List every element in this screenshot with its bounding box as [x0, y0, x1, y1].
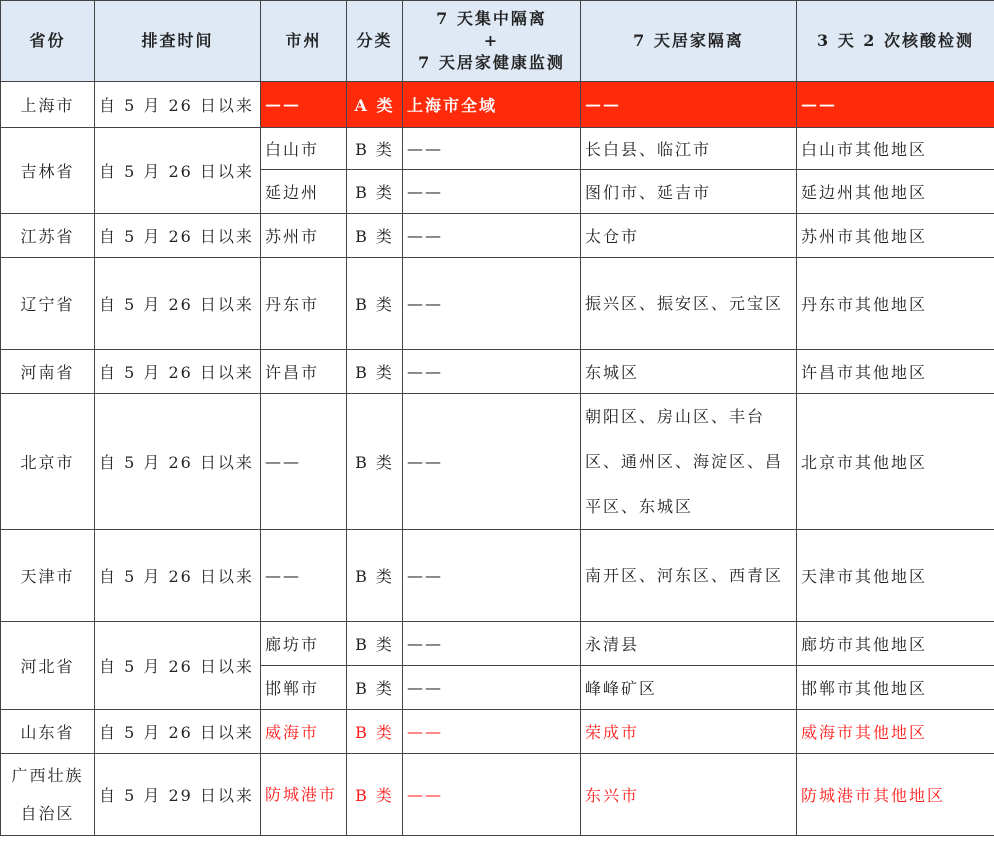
cell-nucleic-test: 白山市其他地区 — [797, 128, 994, 170]
cell-time: 自 5 月 26 日以来 — [95, 530, 261, 622]
cell-category: B 类 — [347, 258, 403, 350]
cell-category: B 类 — [347, 350, 403, 394]
header-central-quarantine-line1: 7 天集中隔离 — [436, 9, 547, 28]
table-row — [1, 394, 994, 530]
cell-category: A 类 — [347, 82, 403, 128]
cell-province: 河南省 — [1, 350, 95, 394]
cell-city: 邯郸市 — [261, 666, 347, 710]
cell-province: 江苏省 — [1, 214, 95, 258]
cell-time: 自 5 月 26 日以来 — [95, 710, 261, 754]
cell-central-quarantine: —— — [403, 214, 581, 258]
cell-nucleic-test: 苏州市其他地区 — [797, 214, 994, 258]
cell-home-quarantine: 东兴市 — [581, 754, 797, 836]
header-province: 省份 — [1, 1, 95, 82]
cell-time: 自 5 月 26 日以来 — [95, 128, 261, 214]
header-central-quarantine — [403, 1, 581, 82]
cell-category: B 类 — [347, 666, 403, 710]
table-row — [1, 530, 994, 622]
cell-city: —— — [261, 530, 347, 622]
cell-central-quarantine: 上海市全域 — [403, 82, 581, 128]
cell-province: 山东省 — [1, 710, 95, 754]
cell-city: —— — [261, 394, 347, 530]
cell-central-quarantine: —— — [403, 258, 581, 350]
cell-category: B 类 — [347, 170, 403, 214]
cell-time: 自 5 月 26 日以来 — [95, 394, 261, 530]
table-row — [1, 754, 994, 836]
cell-city: 延边州 — [261, 170, 347, 214]
cell-home-quarantine: 荣成市 — [581, 710, 797, 754]
cell-home-quarantine: 图们市、延吉市 — [581, 170, 797, 214]
cell-province: 河北省 — [1, 622, 95, 710]
cell-nucleic-test: 延边州其他地区 — [797, 170, 994, 214]
cell-province: 广西壮族自治区 — [1, 754, 95, 836]
cell-nucleic-test: —— — [797, 82, 994, 128]
cell-central-quarantine: —— — [403, 710, 581, 754]
cell-nucleic-test: 丹东市其他地区 — [797, 258, 994, 350]
cell-province: 上海市 — [1, 82, 95, 128]
cell-category: B 类 — [347, 394, 403, 530]
cell-city: —— — [261, 82, 347, 128]
cell-home-quarantine: 长白县、临江市 — [581, 128, 797, 170]
cell-province: 吉林省 — [1, 128, 95, 214]
cell-nucleic-test: 防城港市其他地区 — [797, 754, 994, 836]
cell-nucleic-test: 廊坊市其他地区 — [797, 622, 994, 666]
cell-home-quarantine: 振兴区、振安区、元宝区 — [581, 258, 797, 350]
cell-city: 防城港市 — [261, 754, 347, 836]
table-row — [1, 710, 994, 754]
table-row — [1, 214, 994, 258]
header-category: 分类 — [347, 1, 403, 82]
cell-central-quarantine: —— — [403, 128, 581, 170]
cell-time: 自 5 月 29 日以来 — [95, 754, 261, 836]
header-row — [1, 1, 994, 82]
cell-category: B 类 — [347, 214, 403, 258]
header-central-quarantine-line3: 7 天居家健康监测 — [418, 53, 565, 72]
cell-category: B 类 — [347, 710, 403, 754]
cell-city: 丹东市 — [261, 258, 347, 350]
cell-central-quarantine: —— — [403, 350, 581, 394]
header-nucleic-test: 3 天 2 次核酸检测 — [797, 1, 994, 82]
cell-home-quarantine: 永清县 — [581, 622, 797, 666]
table-row — [1, 128, 994, 170]
cell-home-quarantine: —— — [581, 82, 797, 128]
cell-nucleic-test: 威海市其他地区 — [797, 710, 994, 754]
header-city: 市州 — [261, 1, 347, 82]
cell-nucleic-test: 北京市其他地区 — [797, 394, 994, 530]
cell-nucleic-test: 许昌市其他地区 — [797, 350, 994, 394]
header-central-quarantine-line2: + — [483, 31, 500, 50]
cell-central-quarantine: —— — [403, 754, 581, 836]
cell-time: 自 5 月 26 日以来 — [95, 350, 261, 394]
cell-home-quarantine: 朝阳区、房山区、丰台区、通州区、海淀区、昌平区、东城区 — [581, 394, 797, 530]
cell-city: 白山市 — [261, 128, 347, 170]
cell-province: 天津市 — [1, 530, 95, 622]
cell-home-quarantine: 太仓市 — [581, 214, 797, 258]
cell-central-quarantine: —— — [403, 394, 581, 530]
table-row — [1, 82, 994, 128]
table-row — [1, 258, 994, 350]
cell-category: B 类 — [347, 128, 403, 170]
cell-central-quarantine: —— — [403, 530, 581, 622]
header-home-quarantine: 7 天居家隔离 — [581, 1, 797, 82]
table-row — [1, 350, 994, 394]
cell-home-quarantine: 峰峰矿区 — [581, 666, 797, 710]
cell-time: 自 5 月 26 日以来 — [95, 214, 261, 258]
cell-nucleic-test: 邯郸市其他地区 — [797, 666, 994, 710]
cell-central-quarantine: —— — [403, 666, 581, 710]
cell-central-quarantine: —— — [403, 170, 581, 214]
cell-nucleic-test: 天津市其他地区 — [797, 530, 994, 622]
cell-time: 自 5 月 26 日以来 — [95, 258, 261, 350]
cell-province: 辽宁省 — [1, 258, 95, 350]
cell-central-quarantine: —— — [403, 622, 581, 666]
cell-category: B 类 — [347, 754, 403, 836]
header-time: 排查时间 — [95, 1, 261, 82]
cell-time: 自 5 月 26 日以来 — [95, 622, 261, 710]
cell-city: 许昌市 — [261, 350, 347, 394]
cell-home-quarantine: 南开区、河东区、西青区 — [581, 530, 797, 622]
cell-city: 廊坊市 — [261, 622, 347, 666]
cell-city: 威海市 — [261, 710, 347, 754]
cell-time: 自 5 月 26 日以来 — [95, 82, 261, 128]
table-row — [1, 622, 994, 666]
cell-home-quarantine: 东城区 — [581, 350, 797, 394]
cell-category: B 类 — [347, 622, 403, 666]
cell-province: 北京市 — [1, 394, 95, 530]
cell-category: B 类 — [347, 530, 403, 622]
cell-city: 苏州市 — [261, 214, 347, 258]
